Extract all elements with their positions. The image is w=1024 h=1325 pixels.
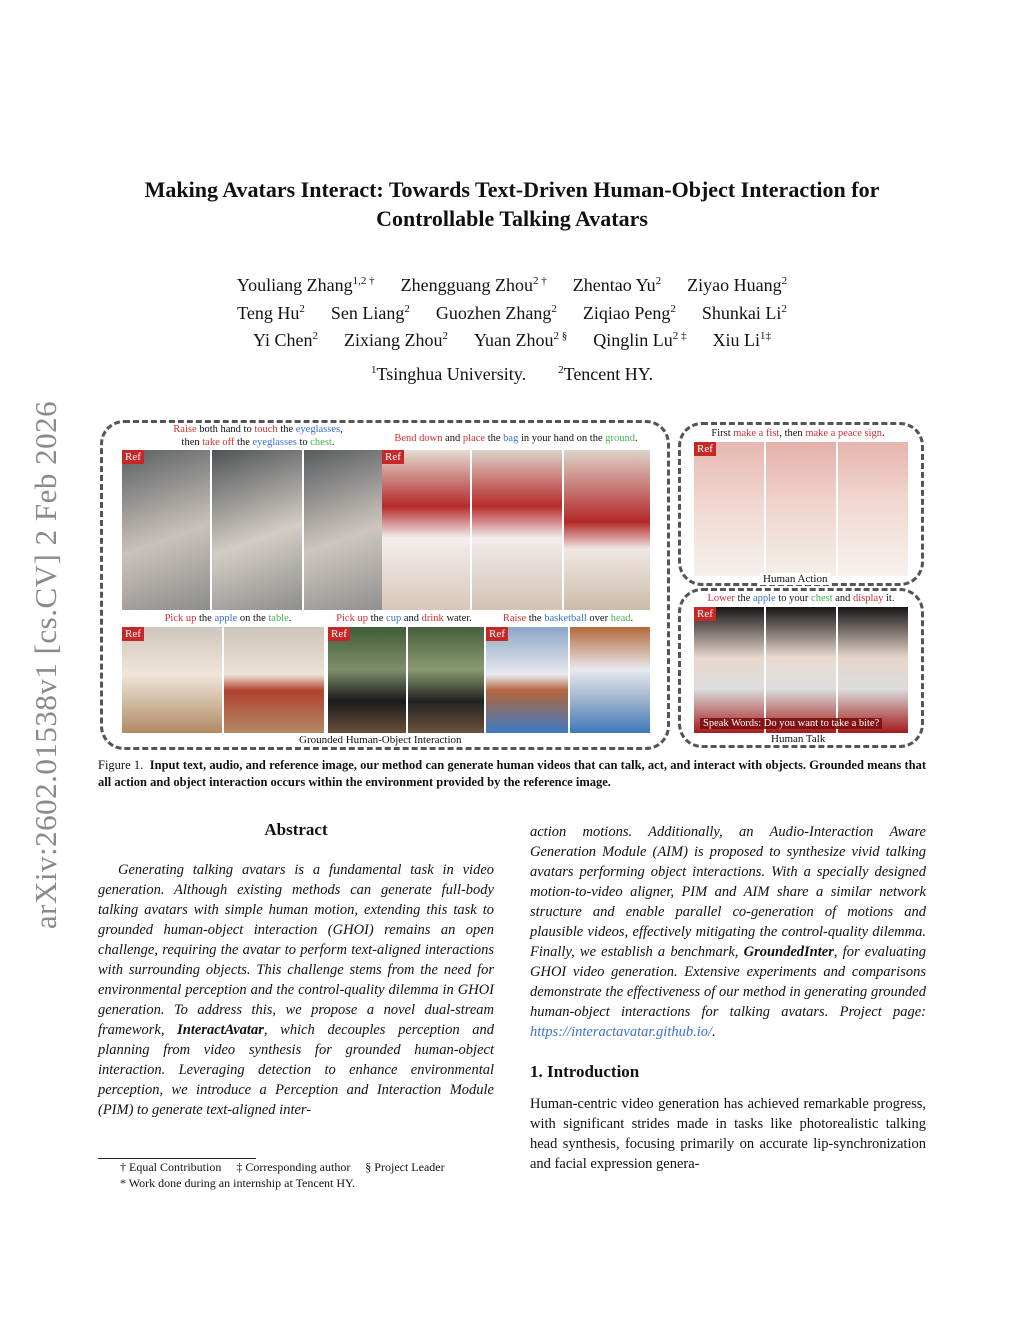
arxiv-stamp	[26, 380, 66, 950]
caption-basketball: Raise the basketball over head.	[502, 613, 634, 624]
ref-tag: Ref	[694, 607, 716, 621]
speak-words-overlay: Speak Words: Do you want to take a bite?	[700, 718, 882, 729]
author-name: Youliang Zhang$^{1,2 \dagger}$	[236, 275, 375, 295]
affiliations	[98, 364, 926, 385]
affiliation: $^1$Tsinghua University.	[371, 364, 527, 384]
abstract-continuation: action motions. Additionally, an Audio-Interaction Aware Generation Module (AIM) is proposed to synthesize vivid talking avatars performing object interactions. With a specially designed motion-to-video aligner, PIM and AIM share a similar network structure and enable parallel co-generation of motions and plausible videos, effectively mitigating the control-quality dilemma. Finally, we establish a benchmark, GroundedInter, for evaluating GHOI video generation. Extensive experiments and comparisons demonstrate the effectiveness of our method in generating grounded human-object interactions for talking avatars. Project page: https://interactavatar.github.io/.	[530, 824, 926, 1040]
apple-frame-2	[224, 627, 324, 733]
ref-tag: Ref	[328, 627, 350, 641]
author-name: Shunkai Li$^2$	[701, 302, 787, 323]
abstract-body: Generating talking avatars is a fundamental task in video generation. Although existing methods can generate full-body talking avatars with simple human motion, extending this task to grounded human-object interaction (GHOI) remains an open challenge, requiring the avatar to perform text-aligned interactions with surrounding objects. This challenge stems from the need for environmental perception and the control-quality dilemma in GHOI generation. To address this, we propose a novel dual-stream framework, InteractAvatar, which decouples perception and planning from video synthesis for grounded human-object interaction. Leveraging detection to enhance environmental perception, we introduce a Perception and Interaction Module (PIM) to generate text-aligned inter-	[98, 862, 494, 1118]
figure-1	[98, 420, 926, 752]
author-name: Yi Chen$^2$	[253, 330, 319, 350]
affiliation: $^2$Tencent HY.	[558, 364, 653, 384]
action-frame-1	[694, 442, 764, 576]
action-frame-2	[766, 442, 836, 576]
footnote-rule	[98, 1158, 256, 1159]
ref-tag: Ref	[122, 450, 144, 464]
author-row-3	[98, 325, 926, 353]
bag-frame-3	[564, 450, 650, 610]
author-name: Zhentao Yu$^2$	[572, 275, 662, 295]
abstract-heading: Abstract	[264, 820, 328, 839]
basketball-frame-2	[570, 627, 650, 733]
author-name: Zixiang Zhou$^2$	[344, 330, 448, 350]
intro-heading: 1. Introduction	[530, 1062, 640, 1081]
author-name: Guozhen Zhang$^2$	[435, 302, 557, 323]
eyeglasses-frame-2	[212, 450, 302, 610]
ref-tag: Ref	[486, 627, 508, 641]
ref-tag: Ref	[694, 442, 716, 456]
caption-fist: First make a fist, then make a peace sign.	[711, 428, 885, 439]
intro-body: Human-centric video generation has achieved remarkable progress, with significant strides made in tasks like photorealistic talking head synthesis, focusing primarily on accurate lip-synchronization and facial expression genera-	[530, 1096, 926, 1172]
author-name: Ziqiao Peng$^2$	[582, 302, 676, 323]
caption-lower-apple: Lower the apple to your chest and display it.	[707, 593, 895, 604]
bag-frame-2	[472, 450, 562, 610]
figure-caption: Figure 1. Input text, audio, and reference image, our method can generate human videos that can talk, act, and interact with objects. Grounded means that all action and object interaction occurs within the environment provided by the reference image.	[98, 758, 926, 789]
talk-frame-3	[838, 607, 908, 733]
cup-frame-1	[328, 627, 406, 733]
eyeglasses-frame-1	[122, 450, 210, 610]
paper-title: Making Avatars Interact: Towards Text-Driven Human-Object Interaction for Controllable Talking Avatars	[144, 177, 880, 231]
caption-eyeglasses: Raise both hand to touch the eyeglasses, then take off the eyeglasses to chest.	[173, 424, 343, 448]
author-name: Ziyao Huang$^2$	[687, 275, 788, 295]
author-name: Yuan Zhou$^{2 \S}$	[474, 330, 568, 350]
apple-frame-1	[122, 627, 222, 733]
eyeglasses-frame-3	[304, 450, 382, 610]
author-row-1	[98, 270, 926, 298]
caption-apple-table: Pick up the apple on the table.	[164, 613, 292, 624]
basketball-frame-1	[486, 627, 568, 733]
ref-tag: Ref	[122, 627, 144, 641]
cup-frame-2	[408, 627, 484, 733]
talk-frame-2	[766, 607, 836, 733]
label-grounded: Grounded Human-Object Interaction	[296, 734, 465, 746]
right-column	[530, 822, 926, 1174]
label-human-action: Human Action	[760, 573, 830, 585]
bag-frame-1	[382, 450, 470, 610]
footnotes: † Equal Contribution ‡ Corresponding author § Project Leader * Work done during an internship at Tencent HY.	[120, 1160, 445, 1190]
author-row-2	[98, 298, 926, 326]
ref-tag: Ref	[382, 450, 404, 464]
project-page-link[interactable]: https://interactavatar.github.io/	[530, 1024, 713, 1040]
talk-frame-1	[694, 607, 764, 733]
author-name: Xiu $Li^{1\ddagger}$	[712, 330, 771, 350]
author-name: Teng Hu$^2$	[237, 302, 305, 323]
caption-cup: Pick up the cup and drink water.	[336, 613, 472, 624]
author-name: Zhengguang Zhou$^{2 \dagger}$	[400, 275, 547, 295]
action-frame-3	[838, 442, 908, 576]
caption-bag: Bend down and place the bag in your hand on the ground.	[394, 433, 638, 444]
author-name: Sen Liang$^2$	[330, 302, 410, 323]
arxiv-stamp-text: arXiv:2602.01538v1 [cs.CV] 2 Feb 2026	[28, 400, 63, 930]
abstract-section	[98, 820, 494, 1120]
author-name: Qinglin $Lu^{2 \ddagger}$	[593, 330, 687, 350]
author-list	[98, 270, 926, 353]
label-human-talk: Human Talk	[768, 733, 828, 745]
